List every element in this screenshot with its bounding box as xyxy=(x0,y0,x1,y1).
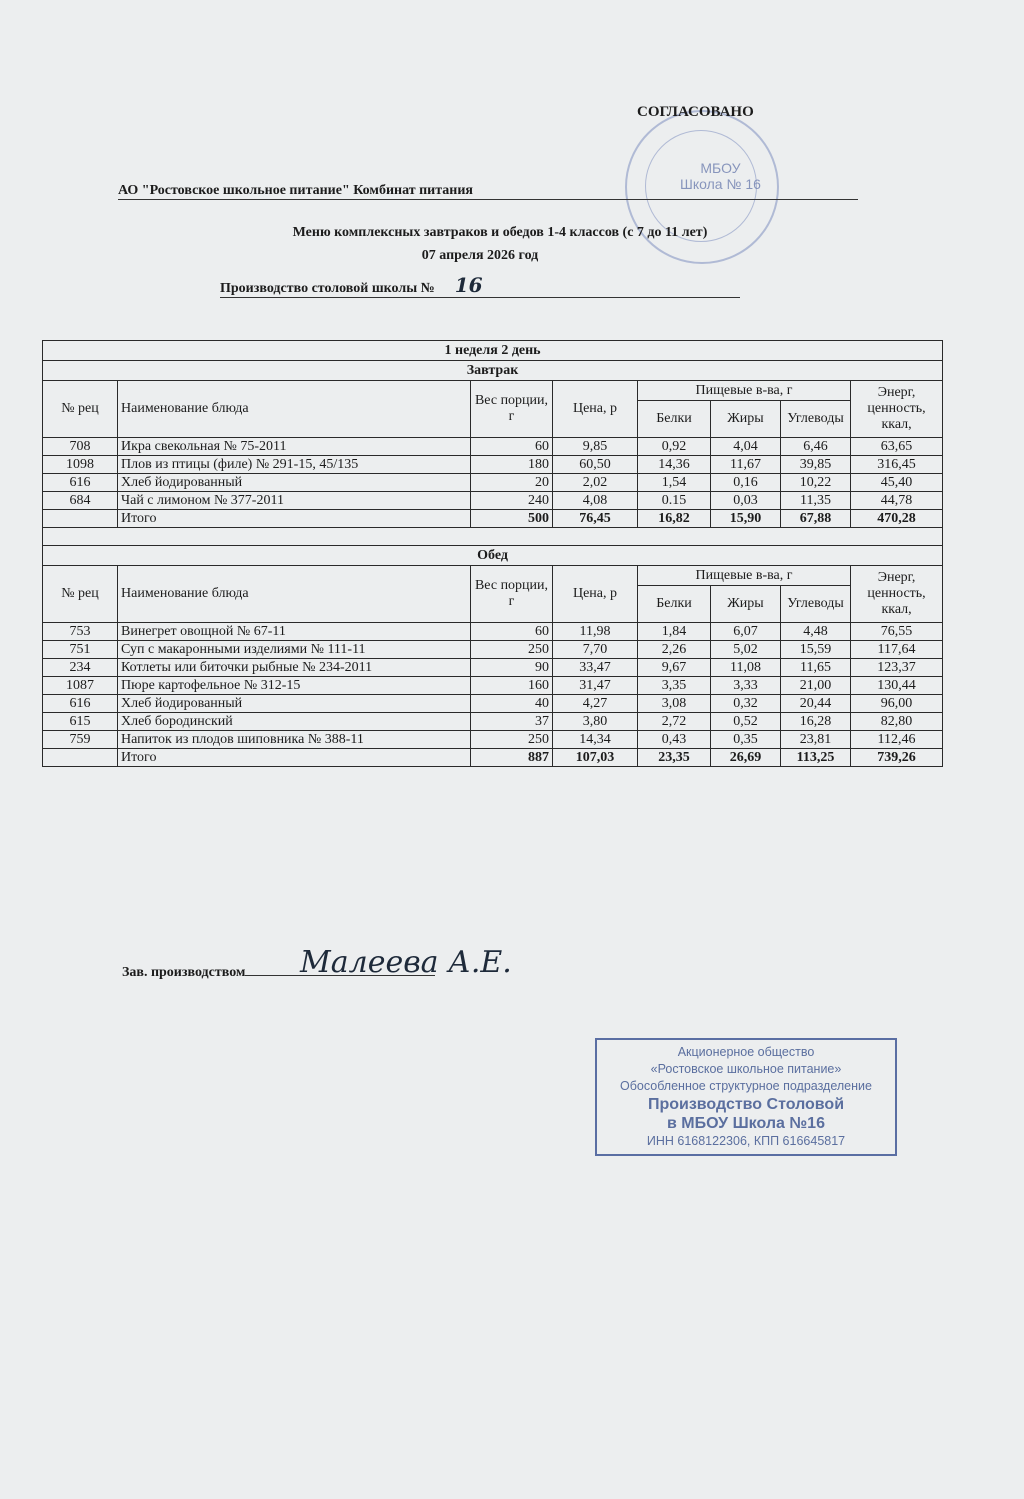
table-cell: 4,04 xyxy=(711,438,781,456)
stamp-line: Обособленное структурное подразделение xyxy=(620,1079,872,1093)
spacer-cell xyxy=(43,528,943,546)
table-row xyxy=(43,438,943,456)
table-cell: 3,08 xyxy=(638,695,711,713)
table-cell: Котлеты или биточки рыбные № 234-2011 xyxy=(118,659,471,677)
section-title: Завтрак xyxy=(43,361,943,381)
table-cell: 33,47 xyxy=(553,659,638,677)
col-energy: Энерг, ценность, ккал, xyxy=(851,381,943,438)
table-row xyxy=(43,492,943,510)
table-row xyxy=(43,659,943,677)
table-cell: 1087 xyxy=(43,677,118,695)
table-cell: 684 xyxy=(43,492,118,510)
signature-label-text: Зав. производством xyxy=(122,965,246,980)
total-cell: 887 xyxy=(471,749,553,767)
table-cell: 90 xyxy=(471,659,553,677)
section-title-row xyxy=(43,546,943,566)
table-cell: 180 xyxy=(471,456,553,474)
stamp-line: Производство Столовой xyxy=(647,1096,845,1113)
table-cell: 708 xyxy=(43,438,118,456)
table-cell: 37 xyxy=(471,713,553,731)
table-cell: 0,32 xyxy=(711,695,781,713)
table-cell: 0.15 xyxy=(638,492,711,510)
table-cell: 3,33 xyxy=(711,677,781,695)
section-title: Обед xyxy=(43,546,943,566)
table-cell: 4,27 xyxy=(553,695,638,713)
table-cell: 3,35 xyxy=(638,677,711,695)
col-fats: Жиры xyxy=(711,401,781,438)
table-cell: Хлеб бородинский xyxy=(118,713,471,731)
table-cell: 39,85 xyxy=(781,456,851,474)
table-cell: 60 xyxy=(471,438,553,456)
table-row xyxy=(43,731,943,749)
menu-title: Меню комплексных завтраков и обедов 1-4 классов (с 7 до 11 лет) xyxy=(292,225,708,240)
table-row xyxy=(43,474,943,492)
school-label: Производство столовой школы № xyxy=(220,281,435,296)
section-title-row xyxy=(43,361,943,381)
total-cell: 67,88 xyxy=(781,510,851,528)
table-cell: 20,44 xyxy=(781,695,851,713)
table-cell: 2,72 xyxy=(638,713,711,731)
table-cell: Плов из птицы (филе) № 291-15, 45/135 xyxy=(118,456,471,474)
table-cell: 82,80 xyxy=(851,713,943,731)
total-cell: 15,90 xyxy=(711,510,781,528)
menu-table xyxy=(42,340,943,767)
table-cell: 250 xyxy=(471,641,553,659)
table-cell: 14,34 xyxy=(553,731,638,749)
table-cell: 759 xyxy=(43,731,118,749)
table-cell: 4,08 xyxy=(553,492,638,510)
table-cell: Винегрет овощной № 67-11 xyxy=(118,623,471,641)
table-row xyxy=(43,623,943,641)
total-row xyxy=(43,749,943,767)
col-weight: Вес порции, г xyxy=(471,566,553,623)
signature: Малеева А.Е. xyxy=(300,945,512,980)
table-cell: 10,22 xyxy=(781,474,851,492)
col-fats: Жиры xyxy=(711,586,781,623)
table-cell: 615 xyxy=(43,713,118,731)
table-cell: 234 xyxy=(43,659,118,677)
stamp-line: в МБОУ Школа №16 xyxy=(667,1115,825,1132)
seal-school: Школа № 16 xyxy=(680,176,761,192)
table-cell: 11,67 xyxy=(711,456,781,474)
table-cell: 616 xyxy=(43,695,118,713)
approval-label: СОГЛАСОВАНО xyxy=(637,104,754,120)
table-cell: 15,59 xyxy=(781,641,851,659)
table-cell: 60 xyxy=(471,623,553,641)
total-row xyxy=(43,510,943,528)
table-cell: 11,35 xyxy=(781,492,851,510)
table-cell: 5,02 xyxy=(711,641,781,659)
col-name: Наименование блюда xyxy=(118,381,471,438)
table-cell: Икра свекольная № 75-2011 xyxy=(118,438,471,456)
table-row xyxy=(43,713,943,731)
col-carbs: Углеводы xyxy=(781,586,851,623)
table-cell: 616 xyxy=(43,474,118,492)
table-cell: 0,03 xyxy=(711,492,781,510)
total-cell: 500 xyxy=(471,510,553,528)
table-cell: 1,84 xyxy=(638,623,711,641)
seal-org: МБОУ xyxy=(700,160,741,176)
table-cell: Напиток из плодов шиповника № 388-11 xyxy=(118,731,471,749)
total-cell xyxy=(43,510,118,528)
table-cell: 112,46 xyxy=(851,731,943,749)
school-number: 16 xyxy=(454,273,483,297)
table-cell: 16,28 xyxy=(781,713,851,731)
header-row xyxy=(43,566,943,586)
table-cell: 9,85 xyxy=(553,438,638,456)
table-cell: 751 xyxy=(43,641,118,659)
stamp-line: Акционерное общество xyxy=(677,1045,815,1059)
stamp-line: ИНН 6168122306, КПП 616645817 xyxy=(646,1134,846,1148)
table-cell: 44,78 xyxy=(851,492,943,510)
company-line xyxy=(118,183,858,200)
table-cell: 0,43 xyxy=(638,731,711,749)
table-cell: 753 xyxy=(43,623,118,641)
table-cell: Суп с макаронными изделиями № 111-11 xyxy=(118,641,471,659)
table-cell: 9,67 xyxy=(638,659,711,677)
table-cell: 14,36 xyxy=(638,456,711,474)
col-energy: Энерг, ценность, ккал, xyxy=(851,566,943,623)
table-row xyxy=(43,641,943,659)
table-cell: Хлеб йодированный xyxy=(118,474,471,492)
table-cell: 160 xyxy=(471,677,553,695)
table-cell: 316,45 xyxy=(851,456,943,474)
col-carbs: Углеводы xyxy=(781,401,851,438)
table-cell: 117,64 xyxy=(851,641,943,659)
total-cell: 470,28 xyxy=(851,510,943,528)
total-cell: 113,25 xyxy=(781,749,851,767)
total-cell: 107,03 xyxy=(553,749,638,767)
table-cell: 11,08 xyxy=(711,659,781,677)
header-row xyxy=(43,381,943,401)
table-cell: 40 xyxy=(471,695,553,713)
table-cell: 7,70 xyxy=(553,641,638,659)
table-cell: 0,92 xyxy=(638,438,711,456)
table-cell: 240 xyxy=(471,492,553,510)
table-cell: 2,26 xyxy=(638,641,711,659)
table-cell: 60,50 xyxy=(553,456,638,474)
total-cell: 16,82 xyxy=(638,510,711,528)
table-cell: 11,98 xyxy=(553,623,638,641)
table-cell: 21,00 xyxy=(781,677,851,695)
stamp-line: «Ростовское школьное питание» xyxy=(650,1062,842,1076)
total-cell: 23,35 xyxy=(638,749,711,767)
table-cell: 6,46 xyxy=(781,438,851,456)
table-cell: 45,40 xyxy=(851,474,943,492)
table-cell: 0,16 xyxy=(711,474,781,492)
table-cell: 130,44 xyxy=(851,677,943,695)
table-cell: 76,55 xyxy=(851,623,943,641)
day-title: 1 неделя 2 день xyxy=(43,341,943,361)
total-cell: 76,45 xyxy=(553,510,638,528)
table-cell: 2,02 xyxy=(553,474,638,492)
table-row xyxy=(43,695,943,713)
table-row xyxy=(43,677,943,695)
table-cell: 0,35 xyxy=(711,731,781,749)
col-price: Цена, р xyxy=(553,566,638,623)
table-cell: 6,07 xyxy=(711,623,781,641)
col-rec: № рец xyxy=(43,566,118,623)
total-cell: 739,26 xyxy=(851,749,943,767)
table-cell: 3,80 xyxy=(553,713,638,731)
table-cell: 23,81 xyxy=(781,731,851,749)
school-line xyxy=(220,273,740,298)
table-cell: 96,00 xyxy=(851,695,943,713)
table-cell: 63,65 xyxy=(851,438,943,456)
table-cell: 11,65 xyxy=(781,659,851,677)
organization-stamp xyxy=(595,1038,897,1156)
col-proteins: Белки xyxy=(638,401,711,438)
total-cell: 26,69 xyxy=(711,749,781,767)
day-title-row xyxy=(43,341,943,361)
table-cell: 1098 xyxy=(43,456,118,474)
col-rec: № рец xyxy=(43,381,118,438)
table-cell: 123,37 xyxy=(851,659,943,677)
col-proteins: Белки xyxy=(638,586,711,623)
table-cell: 20 xyxy=(471,474,553,492)
col-price: Цена, р xyxy=(553,381,638,438)
table-cell: 250 xyxy=(471,731,553,749)
menu-date: 07 апреля 2026 год xyxy=(421,248,539,263)
total-cell xyxy=(43,749,118,767)
col-nutrients: Пищевые в-ва, г xyxy=(638,566,851,586)
table-cell: Пюре картофельное № 312-15 xyxy=(118,677,471,695)
spacer-row xyxy=(43,528,943,546)
table-cell: 1,54 xyxy=(638,474,711,492)
table-cell: 0,52 xyxy=(711,713,781,731)
total-cell: Итого xyxy=(118,510,471,528)
col-name: Наименование блюда xyxy=(118,566,471,623)
table-cell: Хлеб йодированный xyxy=(118,695,471,713)
col-weight: Вес порции, г xyxy=(471,381,553,438)
col-nutrients: Пищевые в-ва, г xyxy=(638,381,851,401)
table-cell: Чай с лимоном № 377-2011 xyxy=(118,492,471,510)
table-row xyxy=(43,456,943,474)
company-name: АО "Ростовское школьное питание" Комбинат питания xyxy=(118,183,473,198)
table-cell: 4,48 xyxy=(781,623,851,641)
total-cell: Итого xyxy=(118,749,471,767)
table-cell: 31,47 xyxy=(553,677,638,695)
